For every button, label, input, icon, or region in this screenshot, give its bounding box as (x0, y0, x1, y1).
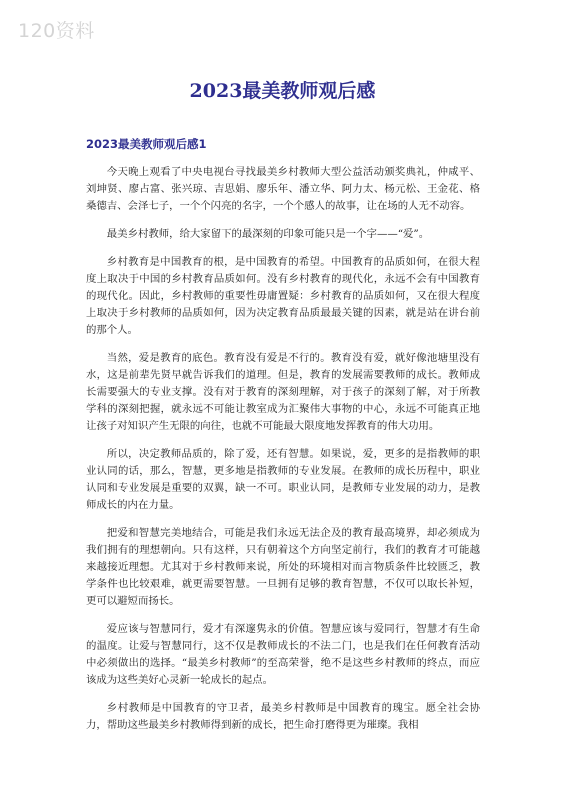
paragraph: 当然，爱是教育的底色。教育没有爱是不行的。教育没有爱，就好像池塘里没有水，这是前辈先贤早就告诉我们的道理。但是，教育的发展需要教师的成长。教师成长需要强大的专业支撑。没有对于教育的深刻理解，对于孩子的深刻了解，对于所教学科的深刻把握，就永远不可能让教室成为汇聚伟大事物的中心，永远不可能真正地让孩子对知识产生无限的向往，也就不可能最大限度地发挥教育的伟大功用。 (86, 352, 480, 432)
paragraph: 把爱和智慧完美地结合，可能是我们永远无法企及的教育最高境界，却必须成为我们拥有的理想朝向。只有这样，只有朝着这个方向坚定前行，我们的教育才可能越来越接近理想。尤其对于乡村教师来说，所处的环境相对而言物质条件比较匮乏，教学条件也比较艰难，就更需要智慧。一旦拥有足够的教育智慧，不仅可以取长补短，更可以避短而扬长。 (86, 527, 480, 607)
section-heading: 2023最美教师观后感1 (86, 137, 207, 151)
paragraph: 所以，决定教师品质的，除了爱，还有智慧。如果说，爱，更多的是指教师的职业认同的话，那么，智慧，更多地是指教师的专业发展。在教师的成长历程中，职业认同和专业发展是重要的双翼，缺一不可。职业认同，是教师专业发展的动力，是教师成长的内在力量。 (86, 448, 480, 511)
article-body (86, 164, 480, 745)
paragraph: 最美乡村教师，给大家留下的最深刻的印象可能只是一个字——“爱”。 (106, 228, 430, 240)
watermark-logo: 120资料 (18, 20, 95, 42)
document-title: 2023最美教师观后感 (189, 80, 376, 102)
paragraph: 爱应该与智慧同行，爱才有深邃隽永的价值。智慧应该与爱同行，智慧才有生命的温度。让爱与智慧同行，这不仅是教师成长的不法二门，也是我们在任何教育活动中必须做出的选择。“最美乡村教师”的至高荣誉，绝不是这些乡村教师的终点，而应该成为这些美好心灵新一轮成长的起点。 (86, 623, 480, 686)
paragraph: 乡村教育是中国教育的根，是中国教育的希望。中国教育的品质如何，在很大程度上取决于中国的乡村教育品质如何。没有乡村教育的现代化，永远不会有中国教育的现代化。因此，乡村教师的重要性毋庸置疑：乡村教育的品质如何，又在很大程度上取决于乡村教师的品质如何，因为决定教育品质最最关键的因素，就是站在讲台前的那个人。 (86, 256, 480, 336)
paragraph: 乡村教师是中国教育的守卫者，最美乡村教师是中国教育的瑰宝。愿全社会协力，帮助这些最美乡村教师得到新的成长，把生命打磨得更为璀璨。我相 (86, 702, 480, 731)
paragraph: 今天晚上观看了中央电视台寻找最美乡村教师大型公益活动颁奖典礼，仲咸平、刘坤贤、廖占富、张兴琼、吉思娟、廖乐年、潘立华、阿力太、杨元松、王金花、格桑德吉、会泽七子，一个个闪亮的名字，一个个感人的故事，让在场的人无不动容。 (86, 166, 480, 212)
